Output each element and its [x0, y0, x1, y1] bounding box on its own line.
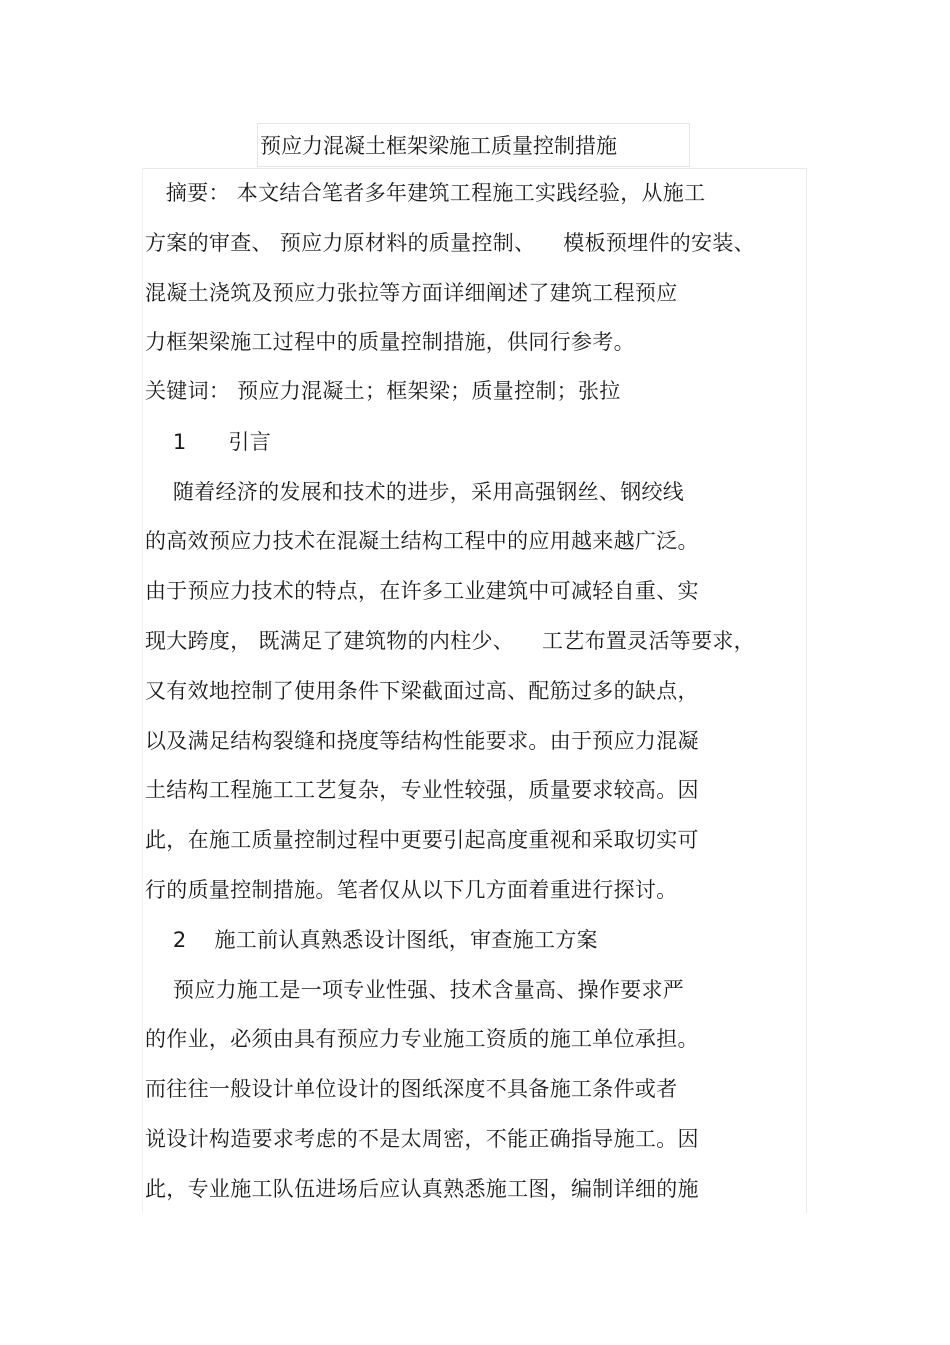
text-line: 此，专业施工队伍进场后应认真熟悉施工图，编制详细的施 — [145, 1177, 699, 1201]
text-line: 现大跨度， 既满足了建筑物的内柱少、 工艺布置灵活等要求， — [145, 629, 755, 653]
section-heading: 1 引言 — [145, 430, 272, 454]
text-line: 随着经济的发展和技术的进步，采用高强钢丝、钢绞线 — [145, 480, 685, 504]
text-line: 方案的审查、 预应力原材料的质量控制、 模板预埋件的安装、 — [145, 231, 755, 255]
text-line: 摘要： 本文结合笔者多年建筑工程施工实践经验，从施工 — [145, 181, 706, 205]
text-line: 此，在施工质量控制过程中更要引起高度重视和采取切实可 — [145, 828, 699, 852]
document-title: 预应力混凝土框架梁施工质量控制措施 — [257, 123, 690, 167]
text-line: 混凝土浇筑及预应力张拉等方面详细阐述了建筑工程预应 — [145, 281, 678, 305]
text-line: 的作业，必须由具有预应力专业施工资质的施工单位承担。 — [145, 1027, 699, 1051]
text-line: 土结构工程施工工艺复杂，专业性较强，质量要求较高。因 — [145, 778, 699, 802]
text-line: 力框架梁施工过程中的质量控制措施，供同行参考。 — [145, 330, 635, 354]
text-line: 预应力施工是一项专业性强、技术含量高、操作要求严 — [145, 978, 685, 1002]
text-line: 说设计构造要求考虑的不是太周密，不能正确指导施工。因 — [145, 1127, 699, 1151]
text-line: 的高效预应力技术在混凝土结构工程中的应用越来越广泛。 — [145, 529, 699, 553]
text-line: 由于预应力技术的特点，在许多工业建筑中可减轻自重、实 — [145, 579, 699, 603]
text-line: 而往往一般设计单位设计的图纸深度不具备施工条件或者 — [145, 1077, 678, 1101]
text-line: 又有效地控制了使用条件下梁截面过高、配筋过多的缺点， — [145, 679, 699, 703]
text-line: 以及满足结构裂缝和挠度等结构性能要求。由于预应力混凝 — [145, 729, 699, 753]
section-heading: 2 施工前认真熟悉设计图纸，审查施工方案 — [145, 928, 598, 952]
text-line: 行的质量控制措施。笔者仅从以下几方面着重进行探讨。 — [145, 878, 678, 902]
text-line: 关键词： 预应力混凝土；框架梁；质量控制；张拉 — [145, 379, 621, 403]
